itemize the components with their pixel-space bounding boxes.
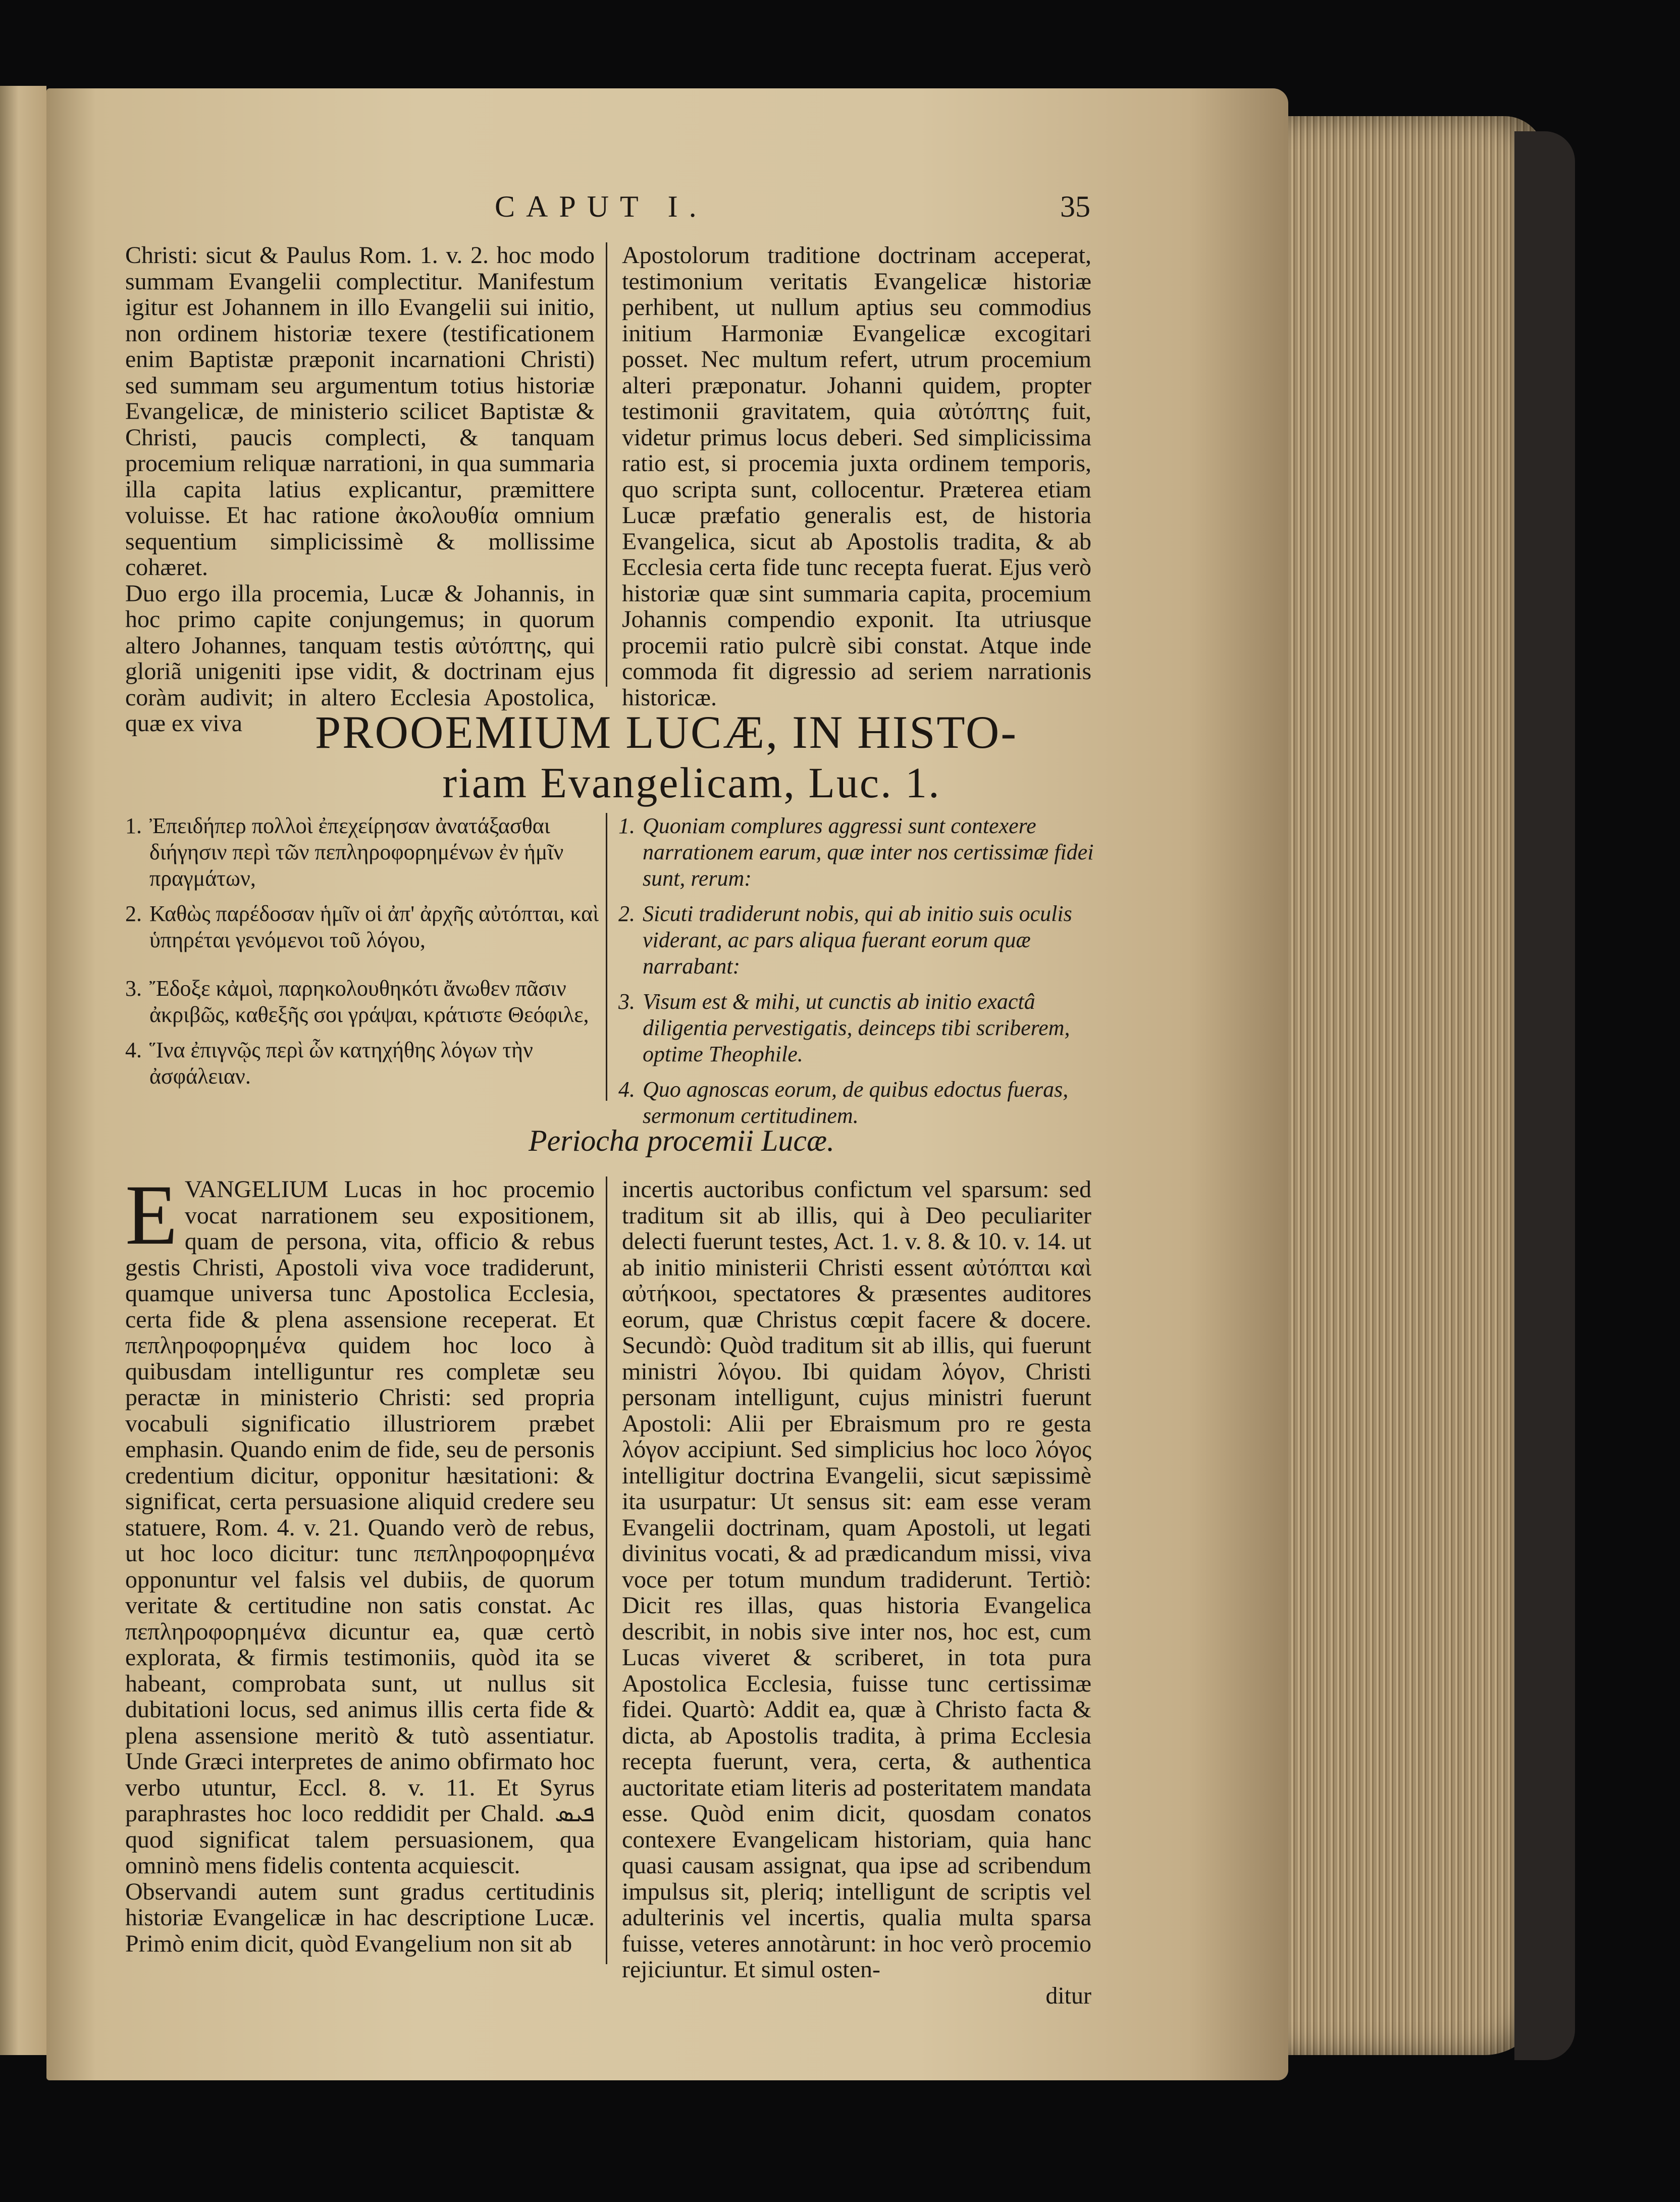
paragraph: EVANGELIUM Lucas in hoc procemio vocat narrationem seu expositionem, quam de persona, vita, officio & rebus gestis Christi, Apostoli viva voce tradiderunt, quamque universa tunc Apostolica Ecclesia, certa fide & plena assensione receperat. Et πεπληροφορημένα quidem hoc loco à quibusdam intelliguntur res completæ seu peractæ in ministerio Christi: sed propria vocabuli significatio illustriorem præbet emphasin. Quando enim de fide, seu de personis credentium dicitur, opponitur hæsitationi: & significat, certa persuasione aliquid credere seu statuere, Rom. 4. v. 21. Quando verò de rebus, ut hoc loco dicitur: tunc πεπληροφορημένα opponuntur vel falsis vel dubiis, de quorum veritate & certitudine non satis constat. Ac πεπληροφορημένα dicuntur ea, quæ certò explorata, & firmis testimoniis, quòd ita se habeant, comprobata sunt, ut nullus sit dubitationi locus, sed animus illis certa fide & plena assensione meritò & tutò assentiatur. Unde Græci interpretes de animo obfirmato hoc verbo utuntur, Eccl. 8. v. 11. Et Syrus paraphrastes hoc loco reddidit per Chald. ܦܝܣ quod significat talem persuasionem, qua omninò mens fidelis contenta acquiescit. bbox=[125, 1167, 595, 1879]
column-top-left bbox=[125, 242, 595, 737]
verse-latin-3: 3. Visum est & mihi, ut cunctis ab initio exactâ diligentia pervestigatis, deinceps tibi scriberem, optime Theophile. bbox=[618, 989, 1070, 1066]
verse-greek-1: 1. Ἐπειδήπερ πολλοὶ ἐπεχείρησαν ἀνατάξασθαι διήγησιν περὶ τῶν πεπληροφορημένων ἐν ἡμῖν πραγμάτων, bbox=[125, 813, 564, 891]
column-rule bbox=[606, 813, 607, 1101]
facing-page-edge bbox=[0, 86, 46, 2055]
section-heading bbox=[237, 707, 1095, 808]
verse-latin-4: 4. Quo agnoscas eorum, de quibus edoctus fueras, sermonum certitudinem. bbox=[618, 1077, 1069, 1128]
paragraph: incertis auctoribus confictum vel sparsum: sed traditum sit ab illis, qui à Deo peculiariter delecti fuerunt testes, Act. 1. v. 8. & 10. v. 14. ut ab initio ministerii Christi essent αὐτόπται καὶ αὐτήκοοι, spectatores & præsentes auditores eorum, quæ Christus cœpit facere & docere. Secundò: Quòd traditum sit ab illis, qui fuerunt ministri λόγου. Ibi quidam λόγον, Christi personam intelligunt, cujus ministri fuerunt Apostoli: Alii per Ebraismum pro re gesta λόγον accipiunt. Sed simplicius hoc loco λόγος intelligitur doctrina Evangelii, sicut sæpissimè ita usurpatur: Ut sensus sit: eam esse veram Evangelii doctrinam, quam Apostoli, ut legati divinitus vocati, & ad prædicandum missi, viva voce per totum mundum tradiderunt. Tertiò: Dicit res illas, quas historia Evangelica describit, in nobis sive inter nos, hoc est, cum Lucas viveret & scriberet, in tota pura Apostolica Ecclesia, fuisse tunc certissimæ fidei. Quartò: Addit ea, quæ à Christo facta & dicta, ab Apostolis tradita, à prima Ecclesia recepta fuerunt, vera, certa, & authentica auctoritate etiam literis ad posteritatem mandata esse. Quòd enim dicit, quosdam conatos contexere Evangelicam historiam, quia hanc quasi causam assignat, qua ipse ad scribendum impulsus sit, pleriq; intelligunt de scriptis vel adulterinis vel incertis, qualia multa sparsa fuisse, veteres annotàrunt: in hoc verò procemio rejiciuntur. Et simul osten- bbox=[622, 1176, 1091, 1983]
book-fore-edge bbox=[1262, 116, 1545, 2055]
paragraph: Duo ergo illa procemia, Lucæ & Johannis, in hoc primo capite conjungemus; in quorum altero Johannes, tanquam testis αὐτόπτης, qui gloriã unigeniti ipse vidit, & doctrinam ejus coràm audivit; in altero Ecclesia Apostolica, quæ ex viva bbox=[125, 580, 595, 737]
column-top-right bbox=[622, 242, 1091, 710]
verse-latin-1: 1. Quoniam complures aggressi sunt contexere narrationem earum, quæ inter nos certissimæ fidei sunt, rerum: bbox=[618, 813, 1094, 891]
heading-line-2: riam Evangelicam, Luc. 1. bbox=[442, 758, 941, 807]
periocha-title: Periocha procemii Lucæ. bbox=[528, 1124, 834, 1157]
verse-greek-3: 3. Ἔδοξε κἀμοὶ, παρηκολουθηκότι ἄνωθεν πᾶσιν ἀκριβῶς, καθεξῆς σοι γράψαι, κράτιστε Θεόφιλε, bbox=[125, 976, 589, 1027]
paragraph: Apostolorum traditione doctrinam acceperat, testimonium veritatis Evangelicæ historiæ perhibent, ut nullum aptius seu commodius initium Harmoniæ Evangelicæ excogitari posset. Nec multum refert, utrum procemium alteri præponatur. Johanni quidem, propter testimonii gravitatem, quia αὐτόπτης fuit, videtur primus locus deberi. Sed simplicissima ratio est, si procemia juxta ordinem temporis, quo scripta sunt, collocentur. Præterea etiam Lucæ præfatio generalis est, de historia Evangelica, sicut ab Apostolis tradita, & ab Ecclesia certa fide tunc recepta fuerat. Ejus verò historiæ quæ sint summaria capita, procemium Johannis compendio exponit. Ita utriusque procemii ratio pulcrè sibi constat. Atque inde commoda fit digressio ad seriem narrationis historicæ. bbox=[622, 242, 1091, 711]
page-number: 35 bbox=[1060, 190, 1090, 223]
drop-cap: E bbox=[125, 1167, 178, 1262]
column-bottom-left bbox=[125, 1167, 595, 1957]
paragraph: Christi: sicut & Paulus Rom. 1. v. 2. hoc modo summam Evangelii complectitur. Manifestum igitur est Johannem in illo Evangelii sui initio, non ordinem historiæ texere (testificationem enim Baptistæ præponit incarnationi Christi) sed summam seu argumentum totius historiæ Evangelicæ, de ministerio scilicet Baptistæ & Christi, paucis complecti, & tanquam procemium reliquæ narrationi, in qua summaria illa capita latius explicantur, præmittere voluisse. Et hac ratione ἀκολουθία omnium sequentium simplicissimè & mollissime cohæret. bbox=[125, 242, 595, 581]
verse-greek-2: 2. Καθὼς παρέδοσαν ἡμῖν οἱ ἀπ' ἀρχῆς αὐτόπται, καὶ ὑπηρέται γενόμενοι τοῦ λόγου, bbox=[125, 901, 599, 952]
latin-verses bbox=[618, 813, 1108, 1138]
column-bottom-right bbox=[622, 1176, 1091, 2009]
heading-line-1: PROOEMIUM LUCÆ, IN HISTO- bbox=[314, 706, 1018, 758]
running-head: CAPUT I. bbox=[495, 190, 708, 223]
catchword: ditur bbox=[1045, 1982, 1091, 2009]
verse-latin-2: 2. Sicuti tradiderunt nobis, qui ab initio suis oculis viderant, ac pars aliqua fuerant eorum quæ narrabant: bbox=[618, 901, 1072, 979]
paragraph: Observandi autem sunt gradus certitudinis historiæ Evangelicæ in hac descriptione Lucæ. Primò enim dicit, quòd Evangelium non sit ab bbox=[125, 1878, 595, 1957]
column-rule bbox=[606, 242, 607, 687]
greek-verses bbox=[125, 813, 600, 1099]
verse-greek-4: 4. Ἵνα ἐπιγνῷς περὶ ὧν κατηχήθης λόγων τὴν ἀσφάλειαν. bbox=[125, 1038, 533, 1089]
book-cover-edge bbox=[1514, 131, 1575, 2060]
column-rule bbox=[606, 1176, 607, 1964]
